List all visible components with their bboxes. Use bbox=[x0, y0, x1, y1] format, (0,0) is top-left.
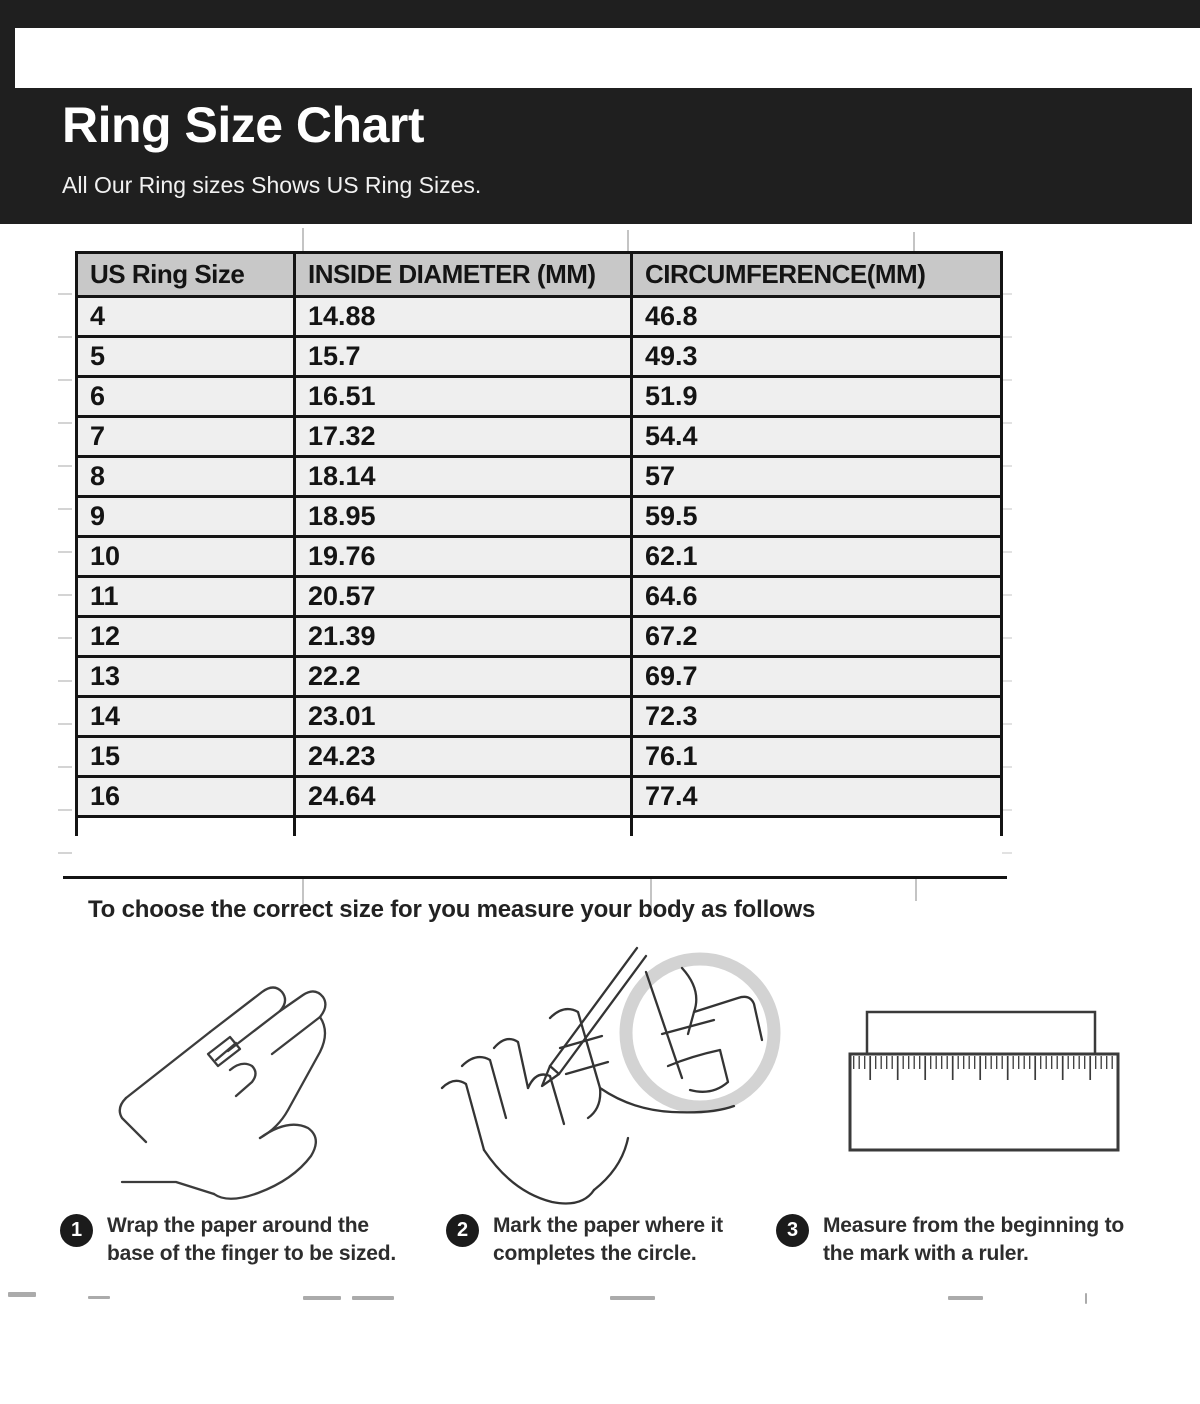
instructions-heading: To choose the correct size for you measure your body as follows bbox=[88, 896, 816, 923]
table-cell: 21.39 bbox=[295, 617, 632, 657]
table-cell: 46.8 bbox=[632, 297, 1002, 337]
artifact-dash bbox=[8, 1292, 36, 1297]
step-2-line-1: Mark the paper where it bbox=[493, 1214, 723, 1237]
artifact-dash bbox=[1085, 1293, 1087, 1304]
step-1-text bbox=[107, 1212, 396, 1268]
table-cell: 67.2 bbox=[632, 617, 1002, 657]
artifact-dash bbox=[948, 1296, 983, 1300]
table-cell: 8 bbox=[77, 457, 295, 497]
header-band bbox=[0, 88, 1192, 224]
table-cell: 14.88 bbox=[295, 297, 632, 337]
spacer-cell bbox=[77, 817, 295, 836]
table-cell: 18.14 bbox=[295, 457, 632, 497]
table-cell: 64.6 bbox=[632, 577, 1002, 617]
step-3-text bbox=[823, 1212, 1124, 1268]
table-cell: 57 bbox=[632, 457, 1002, 497]
table-cell: 10 bbox=[77, 537, 295, 577]
left-black-sliver bbox=[0, 28, 15, 88]
table-cell: 24.23 bbox=[295, 737, 632, 777]
step-1 bbox=[60, 1212, 445, 1268]
top-black-bar bbox=[0, 0, 1200, 28]
ruler-measuring-strip-icon bbox=[840, 1002, 1130, 1162]
table-cell: 76.1 bbox=[632, 737, 1002, 777]
table-row bbox=[77, 417, 1002, 457]
artifact-line bbox=[627, 230, 629, 251]
hand-with-paper-strip-icon bbox=[110, 966, 354, 1200]
table-cell: 51.9 bbox=[632, 377, 1002, 417]
table-cell: 19.76 bbox=[295, 537, 632, 577]
table-cell: 6 bbox=[77, 377, 295, 417]
table-row bbox=[77, 777, 1002, 817]
table-cell: 13 bbox=[77, 657, 295, 697]
table-row bbox=[77, 697, 1002, 737]
step-1-line-2: base of the finger to be sized. bbox=[107, 1242, 397, 1265]
table-cell: 54.4 bbox=[632, 417, 1002, 457]
table-cell: 72.3 bbox=[632, 697, 1002, 737]
ring-size-chart-table bbox=[75, 251, 1003, 836]
table-cell: 23.01 bbox=[295, 697, 632, 737]
table-row bbox=[77, 737, 1002, 777]
table-cell: 16 bbox=[77, 777, 295, 817]
step-2 bbox=[446, 1212, 766, 1268]
artifact-dash bbox=[610, 1296, 655, 1300]
table-row bbox=[77, 377, 1002, 417]
table-cell: 18.95 bbox=[295, 497, 632, 537]
table-row bbox=[77, 657, 1002, 697]
pen-marking-paper-icon bbox=[432, 938, 784, 1224]
spacer-cell bbox=[632, 817, 1002, 836]
column-header-us-ring-size: US Ring Size bbox=[77, 253, 295, 297]
ring-table-rows bbox=[77, 297, 1002, 817]
step-3-line-2: the mark with a ruler. bbox=[823, 1242, 1029, 1265]
artifact-tick-strip bbox=[1002, 293, 1012, 855]
table-row bbox=[77, 497, 1002, 537]
artifact-dash bbox=[88, 1296, 110, 1299]
column-header-circumference: CIRCUMFERENCE(MM) bbox=[632, 253, 1002, 297]
ring-size-table bbox=[75, 251, 1003, 836]
step-1-number-badge: 1 bbox=[60, 1214, 93, 1247]
table-cell: 77.4 bbox=[632, 777, 1002, 817]
column-header-inside-diameter: INSIDE DIAMETER (MM) bbox=[295, 253, 632, 297]
step-3-line-1: Measure from the beginning to bbox=[823, 1214, 1125, 1237]
page-title: Ring Size Chart bbox=[62, 97, 424, 153]
step-1-line-1: Wrap the paper around the bbox=[107, 1214, 369, 1237]
artifact-line bbox=[302, 228, 304, 251]
table-cell: 4 bbox=[77, 297, 295, 337]
artifact-line bbox=[915, 879, 917, 901]
table-cell: 14 bbox=[77, 697, 295, 737]
table-cell: 15.7 bbox=[295, 337, 632, 377]
table-spacer-row bbox=[77, 817, 1002, 836]
artifact-dash bbox=[303, 1296, 341, 1300]
artifact-tick-strip bbox=[58, 293, 72, 855]
step-2-text bbox=[493, 1212, 723, 1268]
step-3-number-badge: 3 bbox=[776, 1214, 809, 1247]
table-cell: 15 bbox=[77, 737, 295, 777]
table-cell: 49.3 bbox=[632, 337, 1002, 377]
table-cell: 22.2 bbox=[295, 657, 632, 697]
table-cell: 69.7 bbox=[632, 657, 1002, 697]
table-cell: 59.5 bbox=[632, 497, 1002, 537]
table-cell: 11 bbox=[77, 577, 295, 617]
table-bottom-rule bbox=[63, 876, 1007, 879]
table-cell: 20.57 bbox=[295, 577, 632, 617]
page-subtitle: All Our Ring sizes Shows US Ring Sizes. bbox=[62, 172, 482, 198]
table-cell: 24.64 bbox=[295, 777, 632, 817]
table-row bbox=[77, 537, 1002, 577]
table-row bbox=[77, 577, 1002, 617]
table-cell: 62.1 bbox=[632, 537, 1002, 577]
step-2-number-badge: 2 bbox=[446, 1214, 479, 1247]
table-row bbox=[77, 297, 1002, 337]
table-row bbox=[77, 617, 1002, 657]
table-cell: 17.32 bbox=[295, 417, 632, 457]
table-cell: 7 bbox=[77, 417, 295, 457]
table-cell: 12 bbox=[77, 617, 295, 657]
step-3 bbox=[776, 1212, 1171, 1268]
step-2-line-2: completes the circle. bbox=[493, 1242, 697, 1265]
artifact-dash bbox=[352, 1296, 394, 1300]
table-cell: 16.51 bbox=[295, 377, 632, 417]
table-spacer bbox=[77, 817, 1002, 836]
table-row bbox=[77, 337, 1002, 377]
table-cell: 9 bbox=[77, 497, 295, 537]
table-cell: 5 bbox=[77, 337, 295, 377]
artifact-line bbox=[913, 232, 915, 251]
table-header-row bbox=[77, 253, 1002, 297]
spacer-cell bbox=[295, 817, 632, 836]
table-row bbox=[77, 457, 1002, 497]
